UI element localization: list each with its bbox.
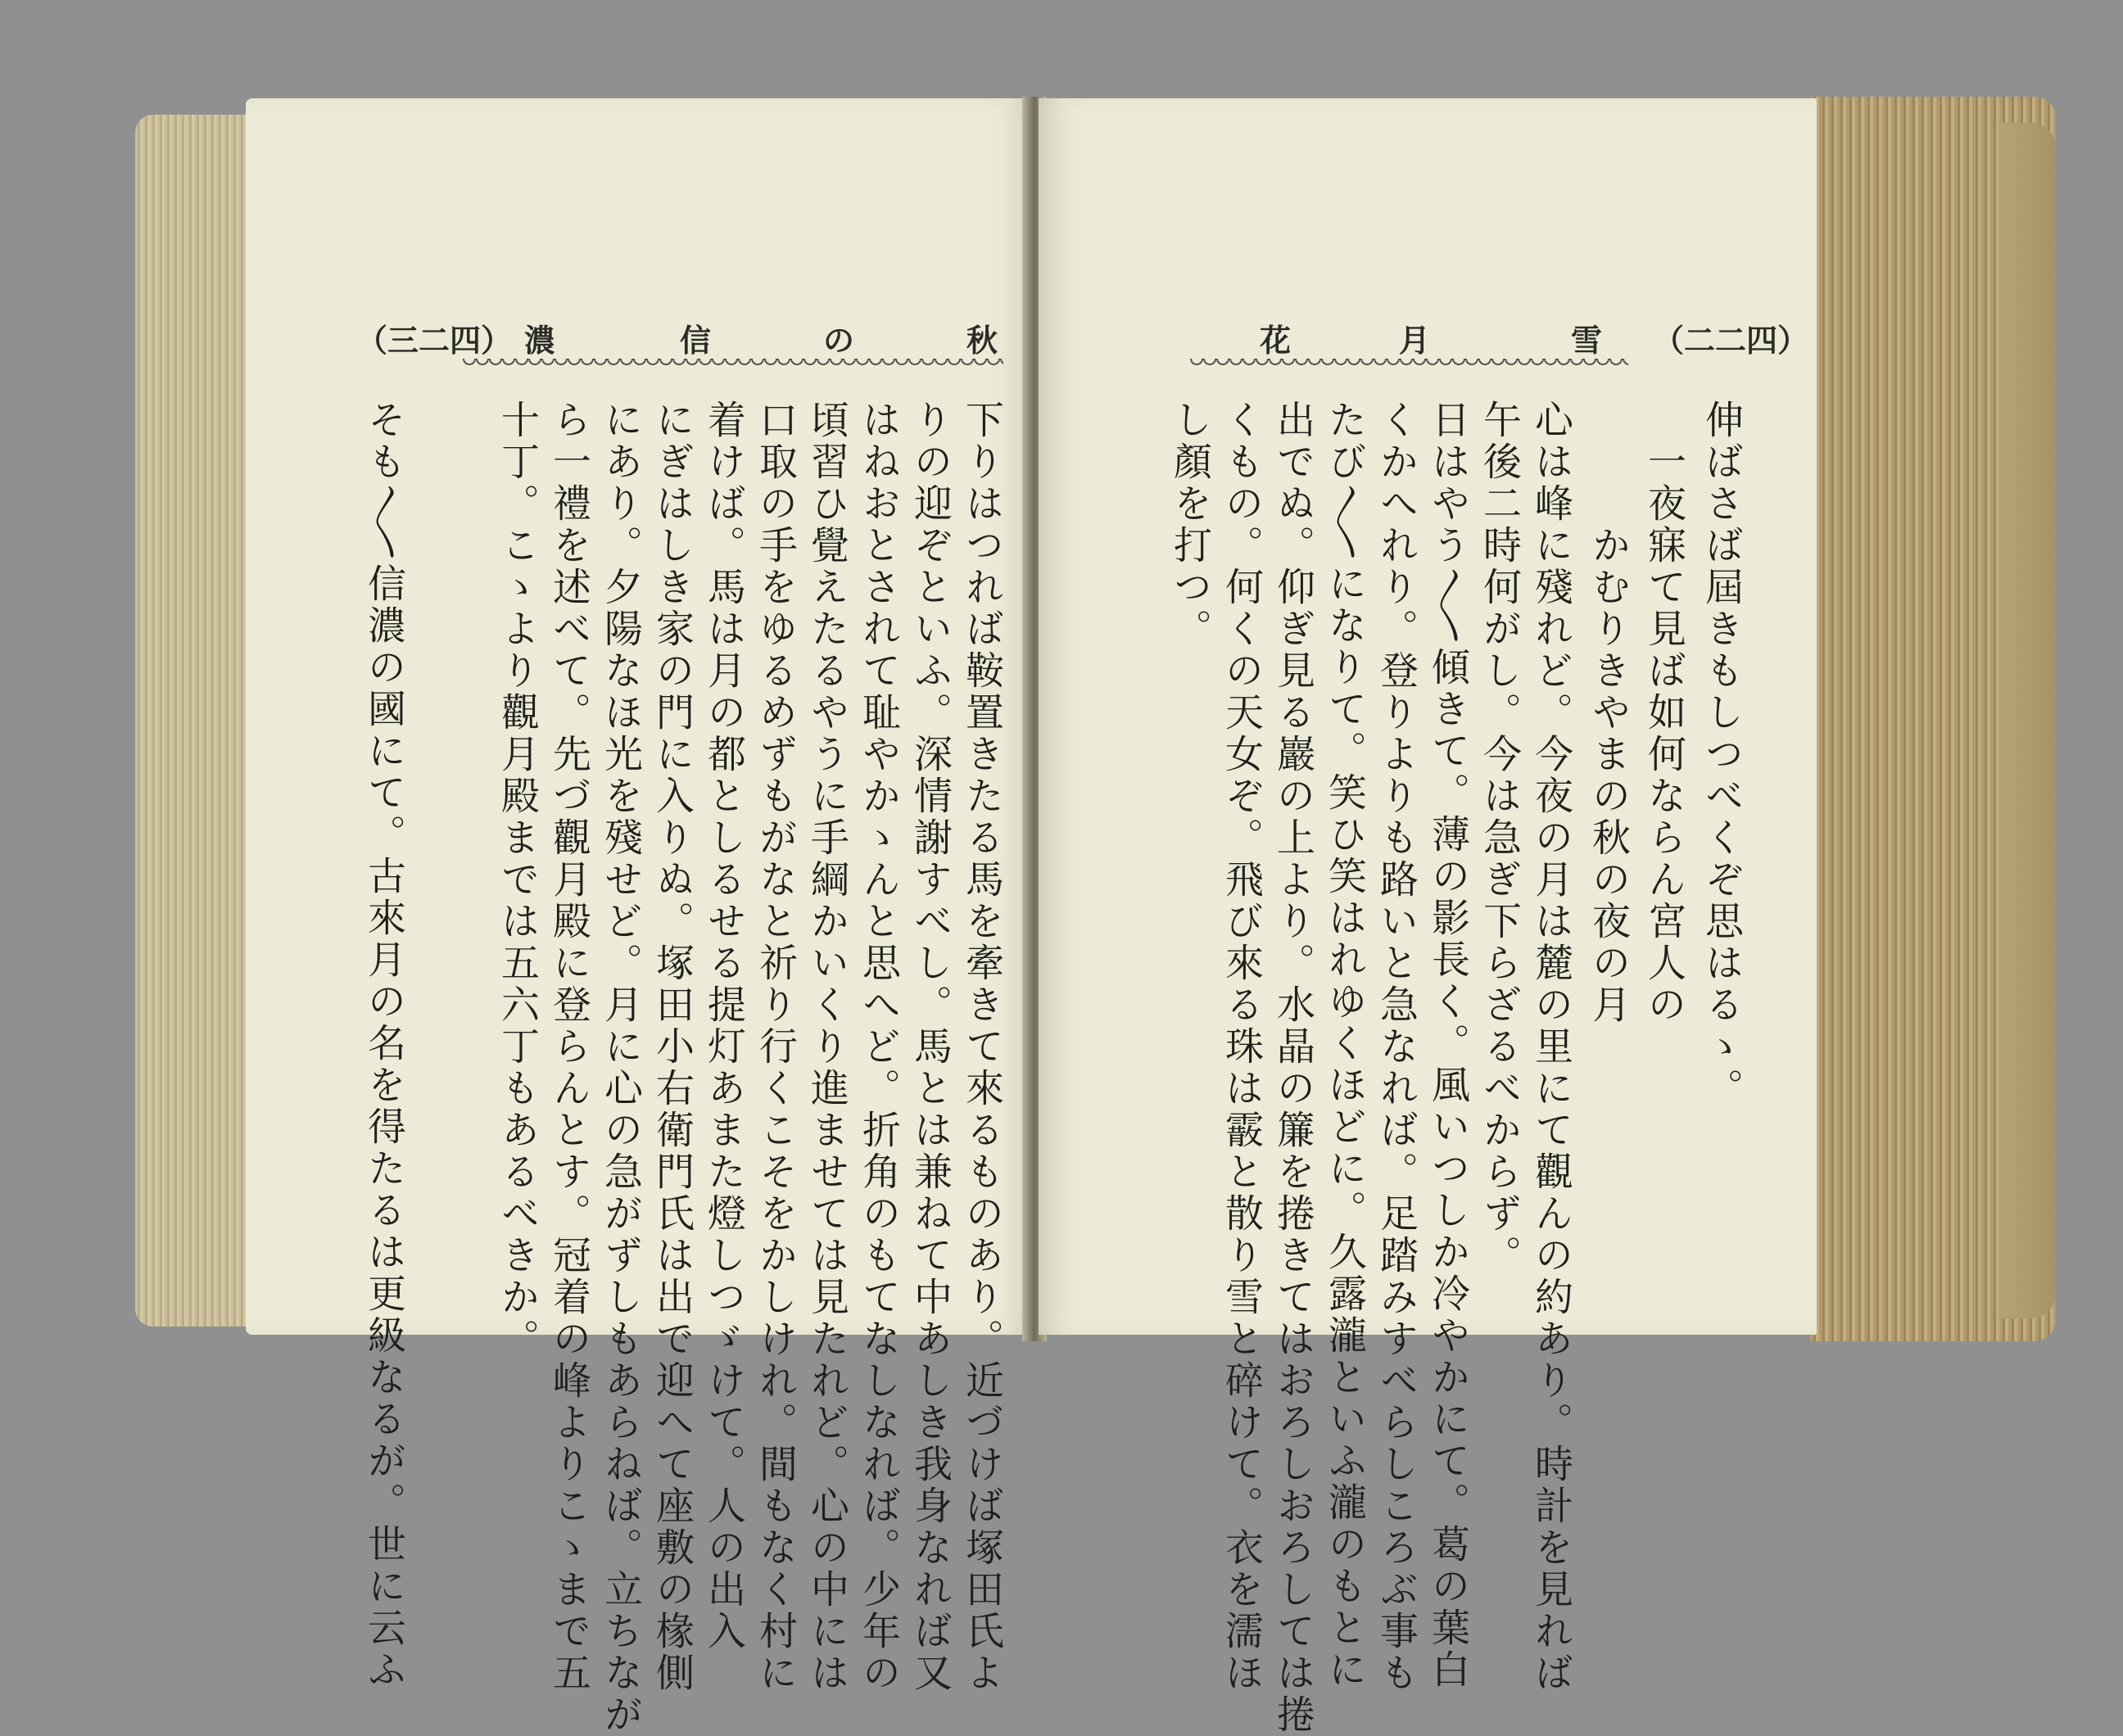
left-header-rule [463, 359, 1003, 370]
right-title-char: 雪 [1571, 322, 1603, 359]
text-column: りの迎ぞといふ。深情謝すべし。馬とは兼ねて中あしき我身なれば又 [908, 400, 953, 1694]
text-column: し顏を打つ。 [1167, 400, 1212, 650]
left-title-char: 秋 [966, 322, 998, 359]
left-title-char: 濃 [524, 322, 556, 359]
right-title-char: 花 [1260, 322, 1292, 359]
text-column: 下りはつれば鞍置きたる馬を牽きて來るものあり。近づけば塚田氏よ [959, 400, 1004, 1694]
left-page [246, 98, 1034, 1736]
text-column: ら一禮を述べて。先づ觀月殿に登らんとす。冠着の峰よりこゝまで五 [546, 400, 591, 1694]
left-title-char: 信 [680, 322, 712, 359]
left-running-header [246, 315, 1034, 364]
right-title-char: 月 [1399, 322, 1431, 359]
text-column: にぎはしき家の門に入りぬ。塚田小右衛門氏は出で迎へて座敷の椽側 [650, 400, 695, 1694]
text-column: 頃習ひ覺えたるやうに手綱かいくり進ませては見たれど。心の中には [804, 400, 849, 1694]
text-column: くもの。何くの天女ぞ。飛び來る珠は霰と散り雪と碎けて。衣を濡ほ [1219, 400, 1264, 1694]
text-column: 日はやう〳〵傾きて。薄の影長く。風いつしか冷やかにて。葛の葉白 [1425, 400, 1470, 1691]
text-column: 着けば。馬は月の都としるせる提灯あまた燈しつゞけて。人の出入 [701, 400, 746, 1652]
right-running-header [1039, 315, 1817, 364]
right-cover-edge [1999, 123, 2056, 1318]
left-title-char: の [823, 322, 855, 359]
text-column: 午後二時何がし。今は急ぎ下らざるべからず。 [1477, 400, 1522, 1277]
text-column: 十丁。こゝより觀月殿までは五六丁もあるべきか。 [495, 400, 540, 1360]
text-column: くかへれり。登りよりも路いと急なれば。足踏みすべらしころぶ事も [1374, 400, 1419, 1694]
text-column: はねおとされて耻やかゝんと思へど。折角のもてなしなれば。少年の [856, 400, 901, 1694]
right-page [1039, 98, 1817, 1736]
poem-line: かむりきやまの秋の夜の月 [1586, 400, 1631, 1026]
text-column: 口取の手をゆるめずもがなと祈り行くこそをかしけれ。間もなく村に [753, 400, 798, 1694]
left-page-number: （三二四） [356, 322, 513, 359]
right-header-rule [1190, 359, 1628, 370]
right-page-number: （二二四） [1653, 322, 1809, 359]
text-column: 伸ばさば屆きもしつべくぞ思はるゝ。 [1699, 400, 1744, 1110]
text-column: たび〳〵になりて。笑ひ笑はれゆくほどに。久露瀧といふ瀧のもとに [1322, 400, 1367, 1691]
text-column: 心は峰に殘れど。今夜の月は麓の里にて觀んの約あり。時計を見れば [1528, 400, 1573, 1694]
poem-line: 一夜寐て見ば如何ならん宮人の [1641, 400, 1686, 1026]
text-column: にあり。夕陽なほ光を殘せど。月に心の急がずしもあらねば。立ちなが [598, 400, 643, 1736]
text-column: 出でぬ。仰ぎ見る巖の上より。水晶の簾を捲きてはおろしおろしては捲 [1270, 400, 1315, 1736]
text-column: そも〳〵信濃の國にて。古來月の名を得たるは更級なるが。世に云ふ [361, 400, 406, 1691]
